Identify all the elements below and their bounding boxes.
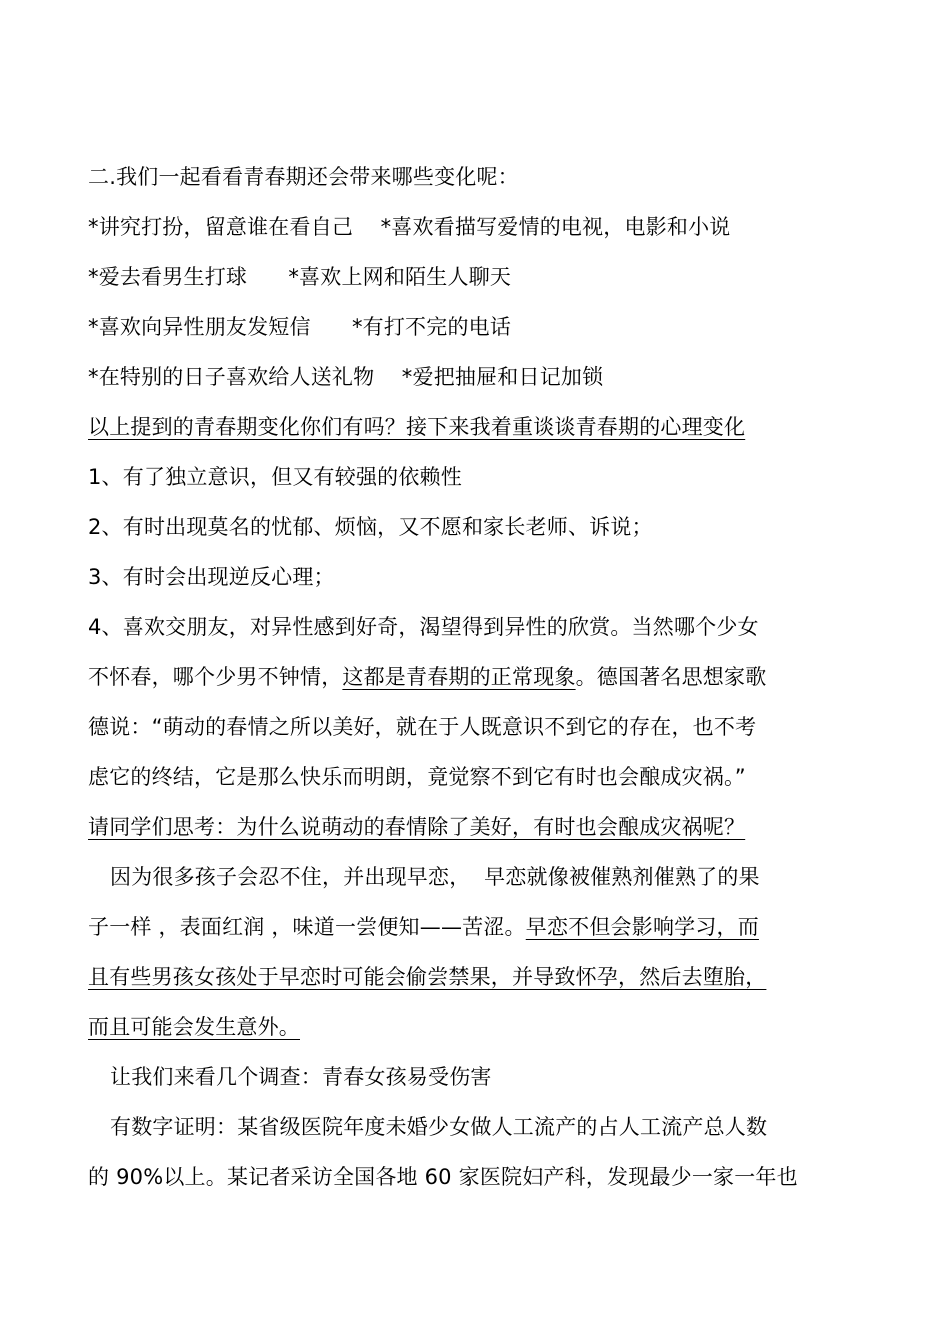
answer-line-4-text: 而且可能会发生意外。: [88, 1015, 300, 1039]
point-1: 1、有了独立意识，但又有较强的依赖性: [88, 465, 462, 489]
point-3: 3、有时会出现逆反心理；: [88, 565, 335, 589]
bullet-line-3: *喜欢向异性朋友发短信 *有打不完的电话: [88, 315, 512, 339]
point-4-line-4: 虑它的终结，它是那么快乐而明朗，竟觉察不到它有时也会酿成灾祸。”: [88, 765, 746, 789]
bullet-line-1: *讲究打扮，留意谁在看自己 *喜欢看描写爱情的电视，电影和小说: [88, 215, 731, 239]
point-4-line-1: 4、喜欢交朋友，对异性感到好奇，渴望得到异性的欣赏。当然哪个少女: [88, 615, 759, 639]
answer-line-4: [88, 1002, 866, 1052]
answer-line-3: [88, 952, 866, 1002]
transition-line: [88, 402, 866, 452]
point-4-emphasis: 这都是青春期的正常现象: [342, 665, 576, 689]
bullet-line-4: *在特别的日子喜欢给人送礼物 *爱把抽屉和日记加锁: [88, 365, 604, 389]
point-4-line-3: 德说：“萌动的春情之所以美好，就在于人既意识不到它的存在，也不考: [88, 715, 757, 739]
evidence-line-2: 的 90%以上。某记者采访全国各地 60 家医院妇产科，发现最少一家一年也: [88, 1165, 798, 1189]
document-body: [88, 152, 866, 1202]
survey-line: 让我们来看几个调查：青春女孩易受伤害: [110, 1065, 492, 1089]
answer-line-3-text: 且有些男孩女孩处于早恋时可能会偷尝禁果，并导致怀孕，然后去堕胎，: [88, 965, 767, 989]
answer-line-1: 因为很多孩子会忍不住，并出现早恋， 早恋就像被催熟剂催熟了的果: [110, 865, 760, 889]
bullet-line-2: *爱去看男生打球 *喜欢上网和陌生人聊天: [88, 265, 512, 289]
section-heading: 二.我们一起看看青春期还会带来哪些变化呢：: [88, 165, 519, 189]
answer-line-2-emphasis: 早恋不但会影响学习，而: [525, 915, 759, 939]
evidence-line-1: 有数字证明：某省级医院年度未婚少女做人工流产的占人工流产总人数: [110, 1115, 768, 1139]
answer-line-2: [88, 902, 866, 952]
answer-line-2-start: 子一样 ，表面红润 ，味道一尝便知——苦涩。: [88, 915, 526, 939]
question-line: [88, 802, 866, 852]
point-2: 2、有时出现莫名的忧郁、烦恼，又不愿和家长老师、诉说；: [88, 515, 653, 539]
point-4-line-2-start: 不怀春，哪个少男不钟情，: [88, 665, 343, 689]
point-4-line-2-end: 。德国著名思想家歌: [575, 665, 767, 689]
transition-text: 以上提到的青春期变化你们有吗？接下来我着重谈谈青春期的心理变化: [88, 415, 746, 439]
point-4-line-2: [88, 652, 866, 702]
question-text: 请同学们思考：为什么说萌动的春情除了美好，有时也会酿成灾祸呢？: [88, 815, 746, 839]
